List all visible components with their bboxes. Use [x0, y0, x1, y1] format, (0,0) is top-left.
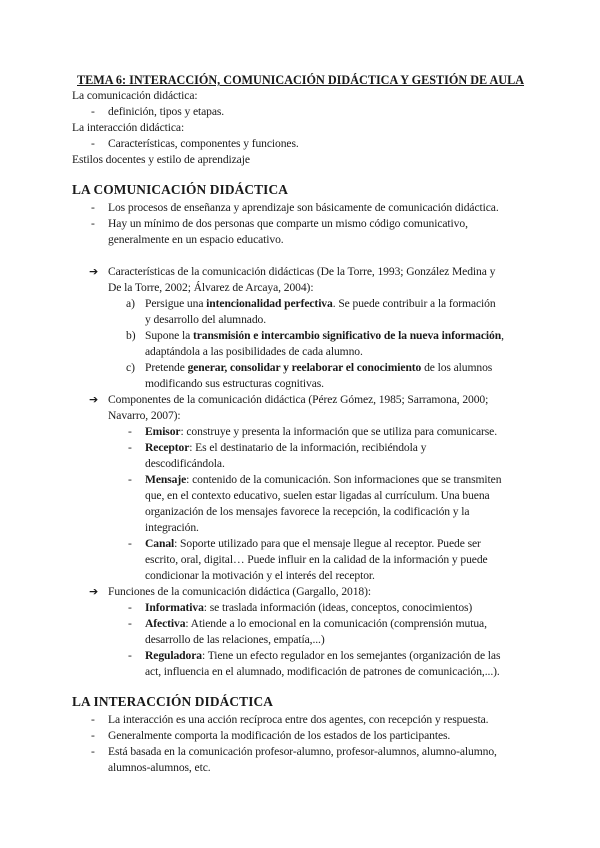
componentes-heading: Navarro, 2007): — [108, 409, 181, 422]
componente-mensaje-cont: organización de los mensajes favorece la recepción, la codificación y la — [145, 505, 470, 518]
bullet-text: generalmente en un espacio educativo. — [108, 233, 284, 246]
funcion-afectiva-cont: desarrollo de las relaciones, empatía,...) — [145, 633, 325, 646]
dash-marker: - — [91, 217, 95, 230]
item-c: Pretende generar, consolidar y reelaborar el conocimiento de los alumnos — [145, 361, 493, 374]
funciones-heading: Funciones de la comunicación didáctica (Gargallo, 2018): — [108, 585, 372, 598]
componentes-heading: Componentes de la comunicación didáctica (Pérez Gómez, 1985; Sarramona, 2000; — [108, 393, 489, 406]
section-heading-comunicacion: LA COMUNICACIÓN DIDÁCTICA — [72, 182, 289, 197]
caracteristicas-heading: De la Torre, 2002; Álvarez de Arcaya, 2004): — [108, 281, 314, 294]
arrow-bullet-icon: ➔ — [89, 585, 99, 598]
componente-canal-cont: escrito, oral, digital… Puede influir en la calidad de la información y puede — [145, 553, 488, 566]
componente-mensaje: Mensaje: contenido de la comunicación. Son informaciones que se transmiten — [145, 473, 502, 486]
intro-item-2: Características, componentes y funciones. — [108, 137, 299, 150]
list-letter-b: b) — [126, 329, 136, 342]
bullet-text: Hay un mínimo de dos personas que comparte un mismo código comunicativo, — [108, 217, 468, 230]
componente-receptor-cont: descodificándola. — [145, 457, 225, 470]
componente-canal: Canal: Soporte utilizado para que el mensaje llegue al receptor. Puede ser — [145, 537, 481, 550]
componente-receptor: Receptor: Es el destinatario de la información, recibiéndola y — [145, 441, 427, 454]
item-b: Supone la transmisión e intercambio significativo de la nueva información, — [145, 329, 504, 342]
bullet-text: alumnos-alumnos, etc. — [108, 761, 211, 774]
componente-mensaje-cont: integración. — [145, 521, 199, 534]
dash-marker: - — [128, 617, 132, 630]
intro-line-2: La interacción didáctica: — [72, 121, 185, 134]
dash-marker: - — [128, 649, 132, 662]
caracteristicas-heading: Características de la comunicación didácticas (De la Torre, 1993; González Medina y — [108, 265, 496, 278]
dash-marker: - — [91, 105, 95, 118]
intro-line-1: La comunicación didáctica: — [72, 89, 198, 102]
item-b-cont: adaptándola a las posibilidades de cada alumno. — [145, 345, 363, 358]
bullet-text: La interacción es una acción recíproca entre dos agentes, con recepción y respuesta. — [108, 713, 489, 726]
funcion-reguladora-cont: act, influencia en el alumnado, modificación de patrones de comunicación,...). — [145, 665, 500, 678]
section-heading-interaccion: LA INTERACCIÓN DIDÁCTICA — [72, 694, 274, 709]
bullet-text: Generalmente comporta la modificación de los estados de los participantes. — [108, 729, 451, 742]
dash-marker: - — [91, 201, 95, 214]
componente-canal-cont: condicionar la motivación y el interés del receptor. — [145, 569, 375, 582]
dash-marker: - — [128, 441, 132, 454]
dash-marker: - — [128, 473, 132, 486]
intro-line-3: Estilos docentes y estilo de aprendizaje — [72, 153, 250, 166]
dash-marker: - — [128, 425, 132, 438]
intro-item-1: definición, tipos y etapas. — [108, 105, 225, 118]
funcion-informativa: Informativa: se traslada información (ideas, conceptos, conocimientos) — [145, 601, 473, 614]
dash-marker: - — [91, 729, 95, 742]
list-letter-c: c) — [126, 361, 136, 374]
bullet-text: Los procesos de enseñanza y aprendizaje son básicamente de comunicación didáctica. — [108, 201, 499, 214]
arrow-bullet-icon: ➔ — [89, 393, 99, 406]
componente-emisor: Emisor: construye y presenta la información que se utiliza para comunicarse. — [145, 425, 498, 438]
dash-marker: - — [128, 537, 132, 550]
list-letter-a: a) — [126, 297, 136, 310]
funcion-afectiva: Afectiva: Atiende a lo emocional en la comunicación (comprensión mutua, — [145, 617, 487, 630]
item-a-cont: y desarrollo del alumnado. — [145, 313, 267, 326]
dash-marker: - — [91, 713, 95, 726]
bullet-text: Está basada en la comunicación profesor-alumno, profesor-alumnos, alumno-alumno, — [108, 745, 497, 758]
dash-marker: - — [128, 601, 132, 614]
dash-marker: - — [91, 745, 95, 758]
arrow-bullet-icon: ➔ — [89, 265, 99, 278]
funcion-reguladora: Reguladora: Tiene un efecto regulador en los semejantes (organización de las — [145, 649, 501, 662]
dash-marker: - — [91, 137, 95, 150]
item-c-cont: modificando sus estructuras cognitivas. — [145, 377, 324, 390]
page-title: TEMA 6: INTERACCIÓN, COMUNICACIÓN DIDÁCTICA Y GESTIÓN DE AULA — [77, 73, 525, 87]
item-a: Persigue una intencionalidad perfectiva. Se puede contribuir a la formación — [145, 297, 496, 310]
componente-mensaje-cont: que, en el contexto educativo, suelen estar ligadas al currículum. Una buena — [145, 489, 490, 502]
